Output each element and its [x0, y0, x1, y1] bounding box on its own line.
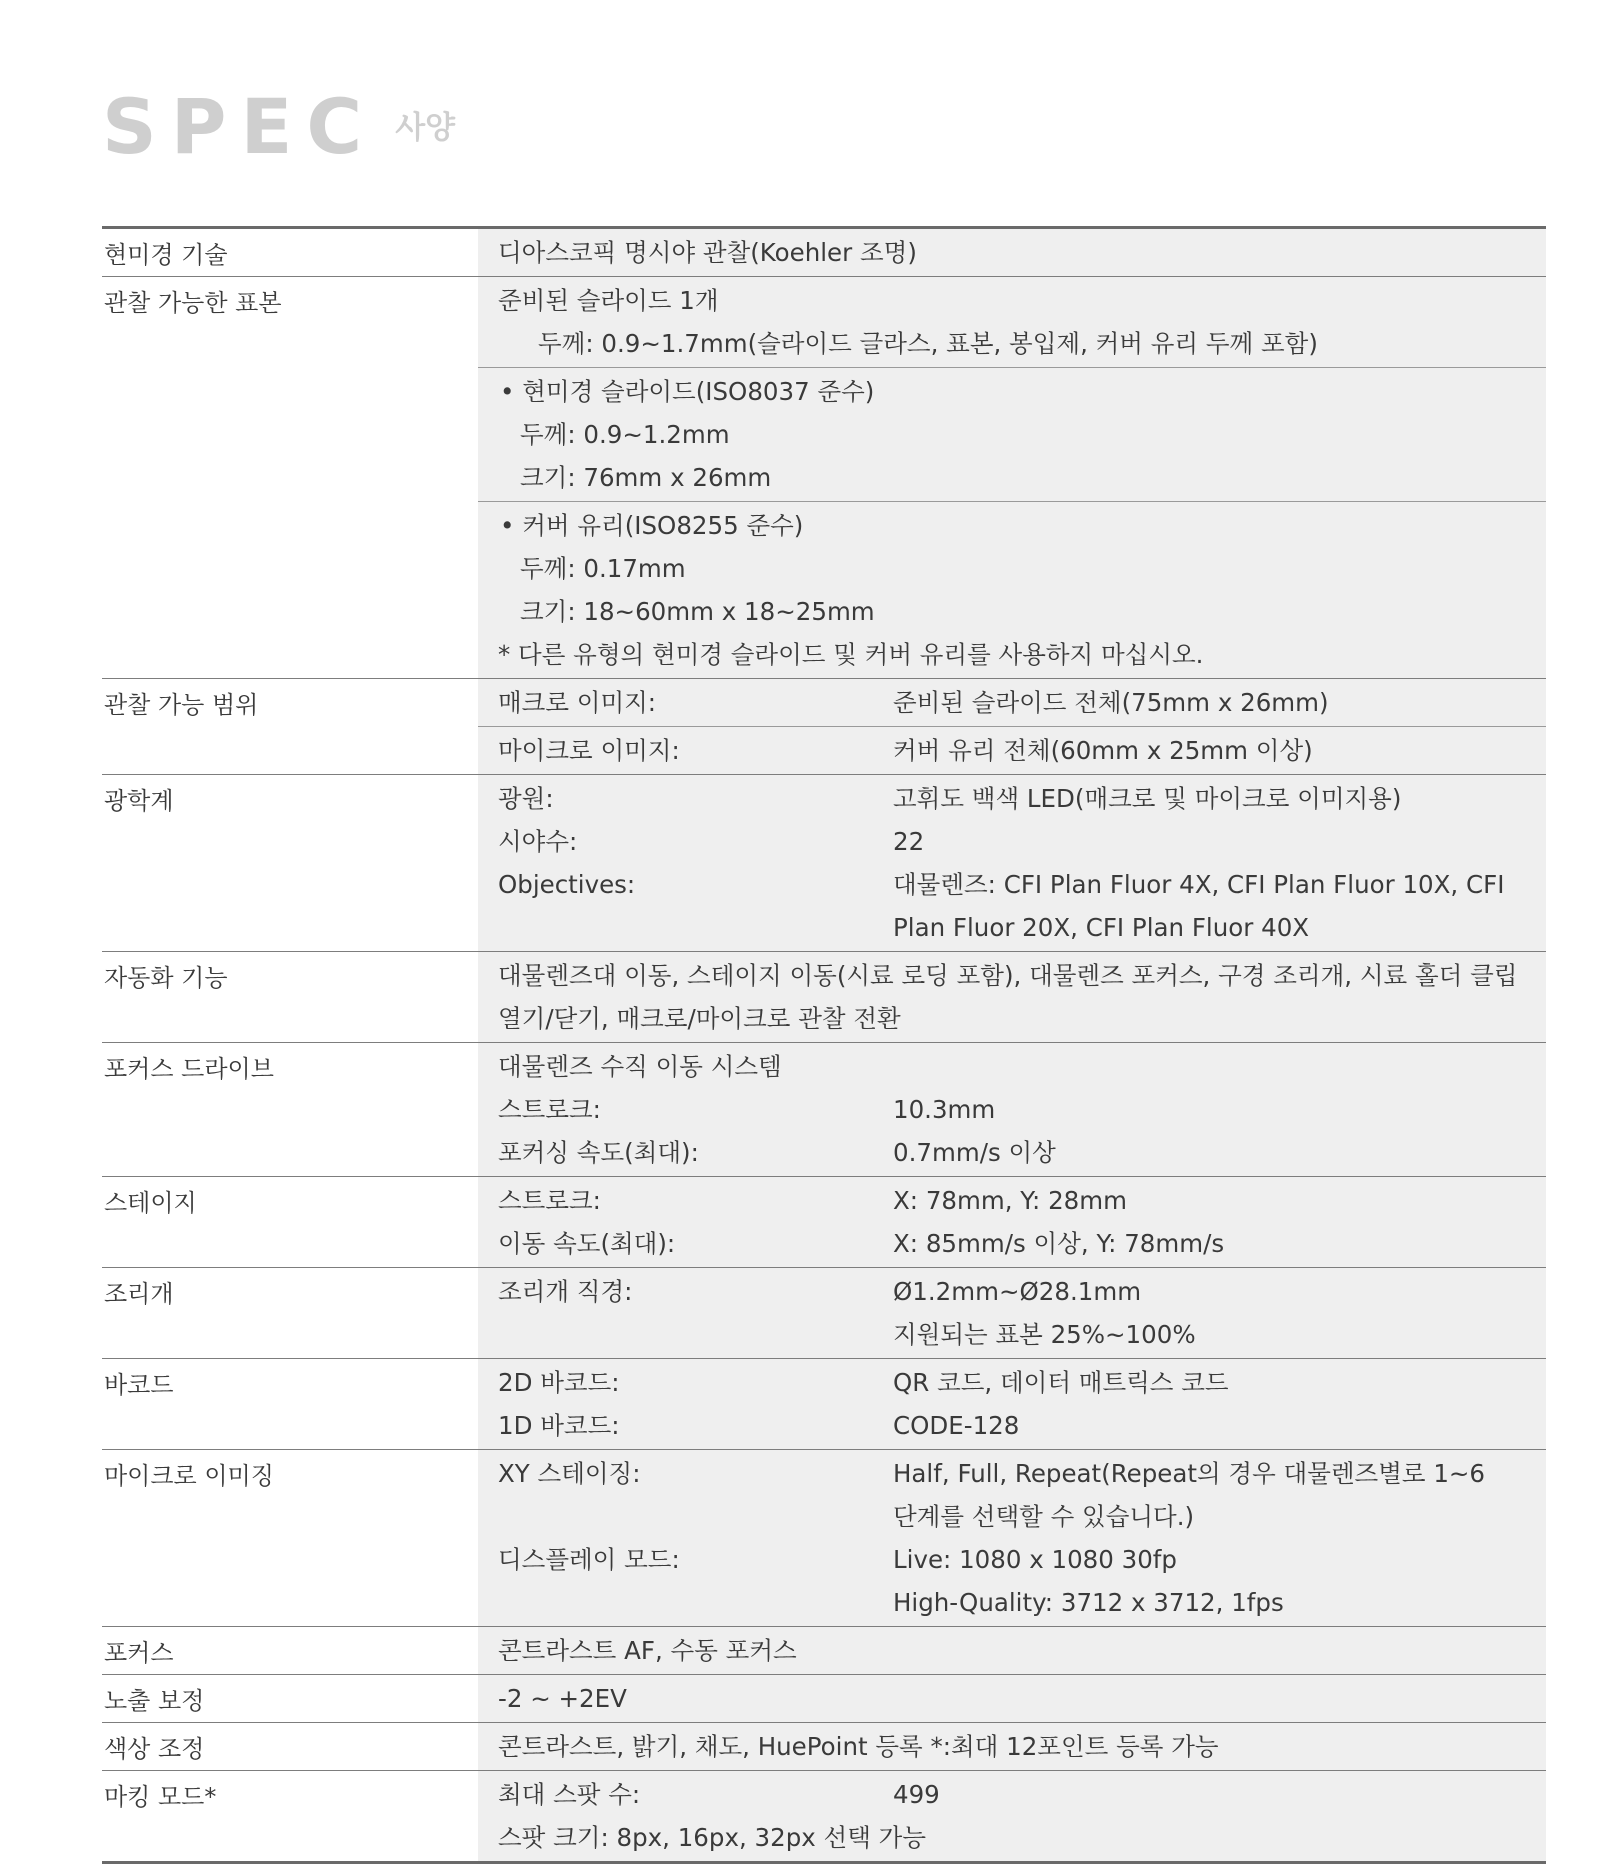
spec-block [478, 1771, 1546, 1861]
spec-line [478, 279, 1546, 322]
spec-row [102, 1674, 1546, 1722]
spec-line [478, 1404, 1546, 1447]
spec-line [478, 1495, 1546, 1538]
spec-key: 이동 속도(최대): [498, 1228, 676, 1258]
spec-line [478, 1179, 1546, 1222]
spec-line [478, 633, 1546, 676]
spec-label: 노출 보정 [102, 1675, 478, 1722]
spec-value: 0.7mm/s 이상 [893, 1137, 1056, 1167]
spec-key: 시야수: [498, 826, 578, 856]
spec-line [478, 1088, 1546, 1131]
spec-value-cell [478, 1723, 1546, 1770]
spec-line [478, 1222, 1546, 1265]
spec-table [102, 226, 1546, 1864]
spec-value-cell [478, 1359, 1546, 1449]
spec-line [478, 413, 1546, 456]
spec-key: 스트로크: [498, 1185, 601, 1215]
spec-value: 고휘도 백색 LED(매크로 및 마이크로 이미지용) [893, 783, 1402, 813]
spec-block [478, 679, 1546, 726]
spec-key: 2D 바코드: [498, 1367, 620, 1397]
spec-value: 대물렌즈: CFI Plan Fluor 4X, CFI Plan Fluor 10X, CFI [893, 869, 1505, 899]
spec-key: 디스플레이 모드: [498, 1544, 680, 1574]
spec-text: 준비된 슬라이드 1개 [498, 285, 719, 315]
spec-row [102, 1358, 1546, 1449]
spec-label: 마킹 모드* [102, 1771, 478, 1861]
spec-value: 지원되는 표본 25%~100% [893, 1319, 1196, 1349]
spec-line [478, 1361, 1546, 1404]
page-title: SPEC [102, 82, 377, 171]
spec-label: 색상 조정 [102, 1723, 478, 1770]
spec-line [478, 504, 1546, 547]
spec-line [478, 681, 1546, 724]
spec-text: 열기/닫기, 매크로/마이크로 관찰 전환 [498, 1003, 901, 1033]
spec-value: 499 [893, 1779, 940, 1809]
spec-label: 스테이지 [102, 1177, 478, 1267]
spec-key: 1D 바코드: [498, 1410, 620, 1440]
spec-line [478, 997, 1546, 1040]
spec-value: QR 코드, 데이터 매트릭스 코드 [893, 1367, 1229, 1397]
spec-block [478, 1268, 1546, 1358]
spec-block [478, 1450, 1546, 1626]
spec-block [478, 1177, 1546, 1267]
spec-value-cell [478, 1675, 1546, 1722]
spec-line [478, 777, 1546, 820]
spec-value-cell [478, 1627, 1546, 1674]
spec-key: XY 스테이징: [498, 1458, 641, 1488]
spec-row [102, 678, 1546, 774]
spec-key: 포커싱 속도(최대): [498, 1137, 699, 1167]
spec-row [102, 951, 1546, 1042]
spec-value-cell [478, 277, 1546, 678]
spec-value: Ø1.2mm~Ø28.1mm [893, 1276, 1142, 1306]
spec-text: 대물렌즈대 이동, 스테이지 이동(시료 로딩 포함), 대물렌즈 포커스, 구경 조리개, 시료 홀더 클립 [498, 960, 1518, 990]
spec-block [478, 229, 1546, 276]
spec-value: CODE-128 [893, 1410, 1020, 1440]
spec-block [478, 775, 1546, 951]
spec-line [478, 1725, 1546, 1768]
spec-value-cell [478, 1268, 1546, 1358]
spec-line [478, 1045, 1546, 1088]
spec-block [478, 367, 1546, 501]
spec-key: Objectives: [498, 869, 636, 899]
spec-key: 조리개 직경: [498, 1276, 633, 1306]
spec-line [478, 954, 1546, 997]
spec-label: 마이크로 이미징 [102, 1450, 478, 1626]
spec-label: 현미경 기술 [102, 229, 478, 276]
spec-line [478, 729, 1546, 772]
spec-text: 스팟 크기: 8px, 16px, 32px 선택 가능 [498, 1822, 926, 1852]
spec-text: • 현미경 슬라이드(ISO8037 준수) [500, 376, 875, 406]
spec-value-cell [478, 679, 1546, 774]
spec-line [478, 1270, 1546, 1313]
spec-line [478, 820, 1546, 863]
spec-key: 광원: [498, 783, 554, 813]
spec-line [478, 547, 1546, 590]
spec-line [478, 1773, 1546, 1816]
spec-text: • 커버 유리(ISO8255 준수) [500, 510, 804, 540]
spec-text: -2 ~ +2EV [498, 1683, 627, 1713]
spec-row [102, 774, 1546, 951]
spec-key: 최대 스팟 수: [498, 1779, 641, 1809]
spec-value: 커버 유리 전체(60mm x 25mm 이상) [893, 735, 1313, 765]
spec-label: 관찰 가능 범위 [102, 679, 478, 774]
spec-value-cell [478, 1450, 1546, 1626]
spec-row [102, 276, 1546, 678]
spec-line [478, 370, 1546, 413]
spec-line [478, 1629, 1546, 1672]
spec-line [478, 456, 1546, 499]
spec-block [478, 1723, 1546, 1770]
spec-text: 두께: 0.9~1.7mm(슬라이드 글라스, 표본, 봉입제, 커버 유리 두께 포함) [538, 328, 1318, 358]
spec-text: 대물렌즈 수직 이동 시스템 [498, 1051, 782, 1081]
spec-label: 조리개 [102, 1268, 478, 1358]
spec-value-cell [478, 1043, 1546, 1176]
spec-block [478, 1627, 1546, 1674]
spec-block [478, 1359, 1546, 1449]
spec-value: 단계를 선택할 수 있습니다.) [893, 1501, 1195, 1531]
spec-text: * 다른 유형의 현미경 슬라이드 및 커버 유리를 사용하지 마십시오. [498, 639, 1204, 669]
spec-row [102, 1722, 1546, 1770]
spec-text: 콘트라스트 AF, 수동 포커스 [498, 1635, 797, 1665]
spec-row [102, 1042, 1546, 1176]
spec-value-cell [478, 229, 1546, 276]
spec-label: 포커스 드라이브 [102, 1043, 478, 1176]
spec-line [478, 322, 1546, 365]
spec-line [478, 1313, 1546, 1356]
spec-row [102, 1267, 1546, 1358]
spec-line [478, 231, 1546, 274]
spec-line [478, 906, 1546, 949]
spec-text: 두께: 0.9~1.2mm [520, 419, 730, 449]
spec-block [478, 1043, 1546, 1176]
spec-key: 스트로크: [498, 1094, 601, 1124]
spec-row [102, 1176, 1546, 1267]
spec-value: High-Quality: 3712 x 3712, 1fps [893, 1587, 1284, 1617]
spec-label: 광학계 [102, 775, 478, 951]
spec-value: 10.3mm [893, 1094, 996, 1124]
spec-value-cell [478, 1771, 1546, 1861]
spec-label: 바코드 [102, 1359, 478, 1449]
spec-text: 두께: 0.17mm [520, 553, 686, 583]
spec-line [478, 863, 1546, 906]
spec-key: 마이크로 이미지: [498, 735, 680, 765]
spec-block [478, 726, 1546, 774]
page-subtitle: 사양 [395, 110, 456, 146]
spec-value-cell [478, 952, 1546, 1042]
spec-text: 크기: 76mm x 26mm [520, 462, 772, 492]
spec-row [102, 1626, 1546, 1674]
spec-text: 크기: 18~60mm x 18~25mm [520, 596, 875, 626]
spec-value-cell [478, 1177, 1546, 1267]
spec-value: Live: 1080 x 1080 30fp [893, 1544, 1177, 1574]
spec-row [102, 229, 1546, 276]
spec-line [478, 1131, 1546, 1174]
spec-value: X: 85mm/s 이상, Y: 78mm/s [893, 1228, 1225, 1258]
spec-value: 22 [893, 826, 925, 856]
spec-label: 관찰 가능한 표본 [102, 277, 478, 678]
spec-value: X: 78mm, Y: 28mm [893, 1185, 1127, 1215]
spec-value-cell [478, 775, 1546, 951]
spec-value: 준비된 슬라이드 전체(75mm x 26mm) [893, 687, 1329, 717]
spec-text: 디아스코픽 명시야 관찰(Koehler 조명) [498, 237, 917, 267]
spec-value: Plan Fluor 20X, CFI Plan Fluor 40X [893, 912, 1310, 942]
spec-label: 자동화 기능 [102, 952, 478, 1042]
spec-label: 포커스 [102, 1627, 478, 1674]
spec-block [478, 1675, 1546, 1722]
spec-key: 매크로 이미지: [498, 687, 657, 717]
spec-text: 콘트라스트, 밝기, 채도, HuePoint 등록 *:최대 12포인트 등록 가능 [498, 1731, 1219, 1761]
spec-line [478, 1581, 1546, 1624]
spec-row [102, 1770, 1546, 1861]
spec-line [478, 590, 1546, 633]
spec-line [478, 1677, 1546, 1720]
spec-block [478, 277, 1546, 367]
page-header [102, 82, 455, 172]
spec-line [478, 1816, 1546, 1859]
spec-value: Half, Full, Repeat(Repeat의 경우 대물렌즈별로 1~6 [893, 1458, 1486, 1488]
spec-block [478, 952, 1546, 1042]
spec-row [102, 1449, 1546, 1626]
spec-line [478, 1452, 1546, 1495]
spec-block [478, 501, 1546, 678]
spec-line [478, 1538, 1546, 1581]
